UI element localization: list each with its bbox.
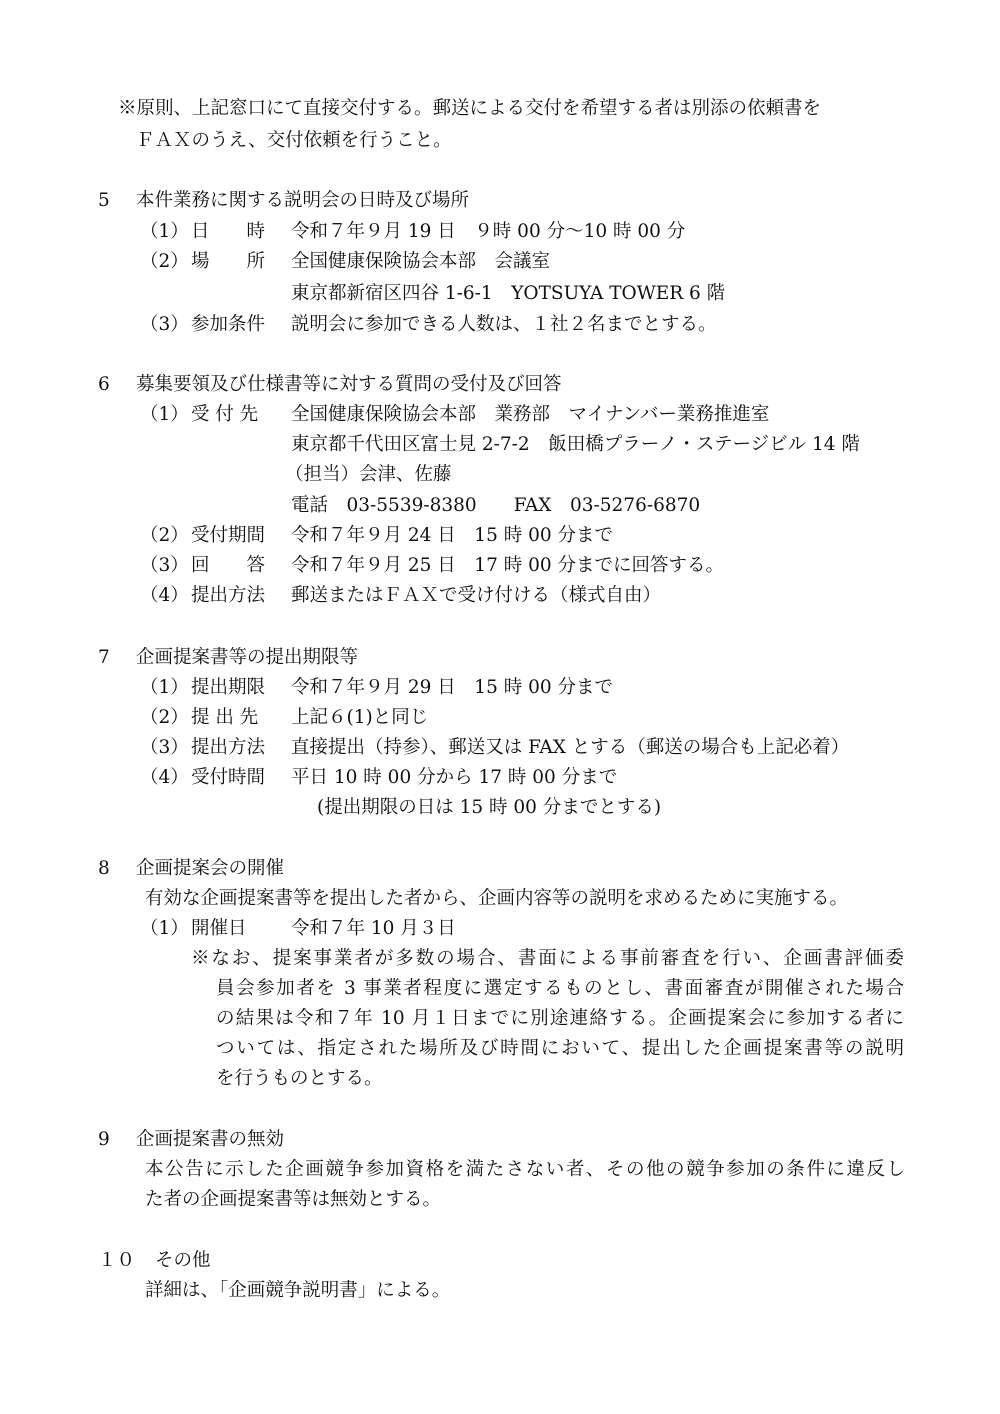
s6-item-3-label: 回 答	[191, 555, 266, 576]
s7-item-4-note: (提出期限の日は 15 時 00 分までとする)	[317, 797, 662, 818]
s6-item-1-phone-fax: 電話 03-5539-8380 FAX 03-5276-6870	[291, 495, 701, 516]
s6-item-2-value: 令和７年９月 24 日 15 時 00 分まで	[291, 525, 614, 546]
s8-item-1-number: （1）	[140, 918, 189, 939]
section-8-body: 有効な企画提案書等を提出した者から、企画内容等の説明を求めるために実施する。	[145, 888, 849, 909]
s8-item-1-value: 令和７年 10 月３日	[291, 918, 456, 939]
s7-item-4-label: 受付時間	[191, 767, 266, 788]
s5-item-1-value: 令和７年９月 19 日 ９時 00 分～10 時 00 分	[291, 221, 686, 242]
s6-item-2-label: 受付期間	[191, 525, 266, 546]
s7-item-4-value: 平日 10 時 00 分から 17 時 00 分まで	[291, 767, 618, 788]
s6-item-4-value: 郵送またはＦＡＸで受け付ける（様式自由）	[291, 585, 662, 606]
s6-item-1-address: 東京都千代田区富士見 2-7-2 飯田橋プラーノ・ステージビル 14 階	[291, 434, 860, 455]
section-8-number: 8	[98, 858, 110, 879]
section-7-number: 7	[98, 647, 110, 668]
section-10-title: その他	[155, 1250, 211, 1271]
s6-item-1-label: 受 付 先	[191, 404, 259, 425]
section-10-body: 詳細は、「企画競争説明書」による。	[145, 1280, 451, 1301]
section-5-number: 5	[98, 190, 110, 211]
s6-item-1-number: （1）	[140, 404, 189, 425]
s7-item-3-number: （3）	[140, 737, 189, 758]
s5-item-3-label: 参加条件	[191, 314, 266, 335]
s5-item-2-number: （2）	[140, 251, 189, 272]
section-6-title: 募集要領及び仕様書等に対する質問の受付及び回答	[136, 374, 562, 395]
s8-item-1-label: 開催日	[191, 918, 247, 939]
s6-item-4-number: （4）	[140, 585, 189, 606]
section-9-title: 企画提案書の無効	[136, 1129, 285, 1150]
s8-note-line-5: を行うものとする。	[216, 1068, 383, 1089]
s5-item-3-value: 説明会に参加できる人数は、１社２名までとする。	[291, 314, 717, 335]
section-6-number: 6	[98, 374, 110, 395]
s7-item-3-value: 直接提出（持参）、郵送又は FAX とする（郵送の場合も上記必着）	[291, 737, 850, 758]
section-9-body-line-2: た者の企画提案書等は無効とする。	[145, 1189, 442, 1210]
s6-item-2-number: （2）	[140, 525, 189, 546]
s6-item-3-value: 令和７年９月 25 日 17 時 00 分までに回答する。	[291, 555, 725, 576]
s8-note-line-1: ※なお、提案事業者が多数の場合、書面による事前審査を行い、企画書評価委	[191, 948, 904, 969]
s5-item-2-address: 東京都新宿区四谷 1-6-1 YOTSUYA TOWER 6 階	[291, 283, 726, 304]
s7-item-1-label: 提出期限	[191, 677, 266, 698]
s7-item-2-number: （2）	[140, 707, 189, 728]
s7-item-1-value: 令和７年９月 29 日 15 時 00 分まで	[291, 677, 614, 698]
s7-item-2-value: 上記６(1)と同じ	[291, 707, 429, 728]
section-10-number: １０	[98, 1250, 136, 1271]
section-9-body-line-1: 本公告に示した企画競争参加資格を満たさない者、その他の競争参加の条件に違反し	[145, 1159, 905, 1180]
section-9-number: 9	[98, 1129, 110, 1150]
s7-item-1-number: （1）	[140, 677, 189, 698]
s6-item-1-value: 全国健康保険協会本部 業務部 マイナンバー業務推進室	[291, 404, 770, 425]
intro-note-line-1: ※原則、上記窓口にて直接交付する。郵送による交付を希望する者は別添の依頼書を	[118, 98, 822, 119]
s5-item-3-number: （3）	[140, 314, 189, 335]
section-5-title: 本件業務に関する説明会の日時及び場所	[136, 190, 470, 211]
s8-note-line-3: の結果は令和７年 10 月１日までに別途連絡する。企画提案会に参加する者に	[216, 1008, 904, 1029]
s5-item-1-label: 日 時	[191, 221, 266, 242]
s8-note-line-4: ついては、指定された場所及び時間において、提出した企画提案書等の説明	[216, 1038, 904, 1059]
s5-item-2-value: 全国健康保険協会本部 会議室	[291, 251, 551, 272]
s5-item-1-number: （1）	[140, 221, 189, 242]
s6-item-4-label: 提出方法	[191, 585, 266, 606]
intro-note-line-2: ＦＡＸのうえ、交付依頼を行うこと。	[136, 130, 452, 151]
s6-item-1-contact-person: （担当）会津、佐藤	[285, 464, 452, 485]
s7-item-3-label: 提出方法	[191, 737, 266, 758]
s6-item-3-number: （3）	[140, 555, 189, 576]
s7-item-2-label: 提 出 先	[191, 707, 259, 728]
section-7-title: 企画提案書等の提出期限等	[136, 647, 359, 668]
section-8-title: 企画提案会の開催	[136, 858, 285, 879]
s7-item-4-number: （4）	[140, 767, 189, 788]
s5-item-2-label: 場 所	[191, 251, 266, 272]
s8-note-line-2: 員会参加者を 3 事業者程度に選定するものとし、書面審査が開催された場合	[216, 978, 904, 999]
